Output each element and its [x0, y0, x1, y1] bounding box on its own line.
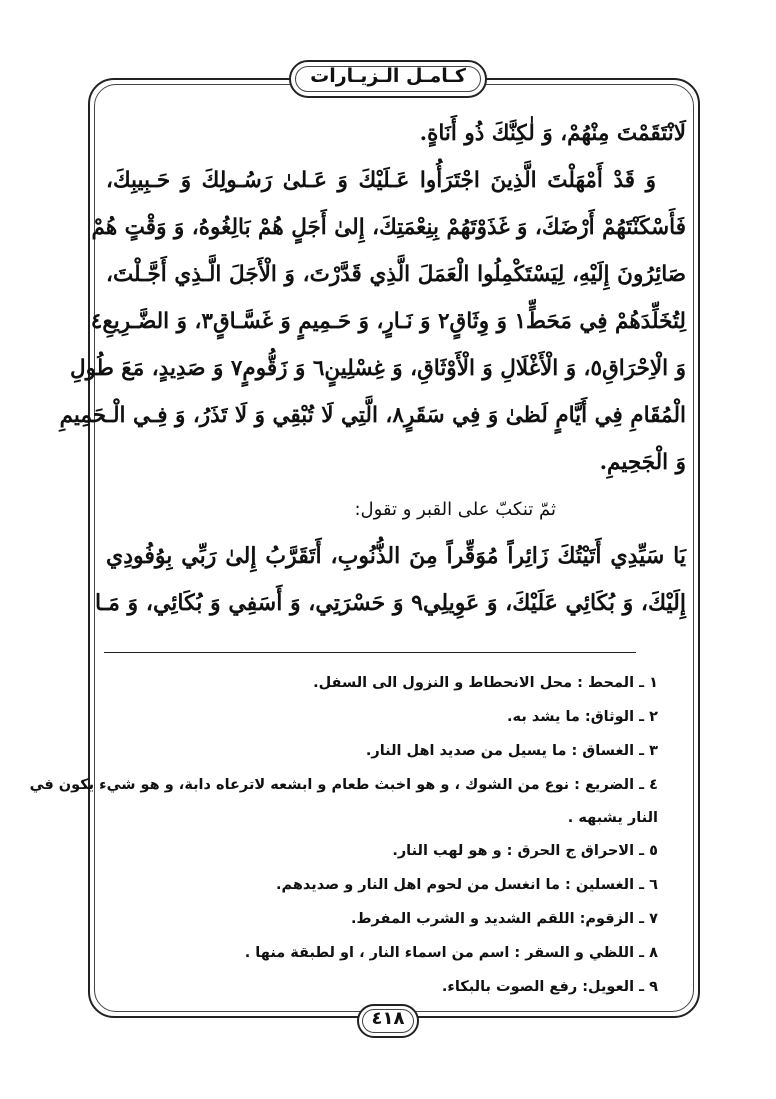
instruction-line: ثمّ تنكبّ على القبر و تقول:: [354, 499, 556, 520]
text-line: وَ قَدْ أَمْهَلْتَ الَّذِينَ اجْتَرَأُوا عَـلَيْكَ وَ عَـلىٰ رَسُـولِكَ وَ حَـبِيبِكَ،: [106, 168, 656, 193]
footnote: ٩ ـ العويل: رفع الصوت بالبكاء.: [441, 979, 658, 995]
footnote: ٣ ـ الغساق : ما يسيل من صديد اهل النار.: [365, 743, 658, 759]
footnote-continuation: النار يشبهه .: [567, 810, 658, 826]
footnote-separator: [104, 652, 636, 653]
text-line: صَائِرُونَ إِلَيْهِ، لِيَسْتَكْمِلُوا الْعَمَلَ الَّذِي قَدَّرْتَ، وَ الْأَجَلَ الَّـذِي أَجَّـلْتَ،: [106, 262, 686, 287]
text-line: لِتُخَلِّدَهُمْ فِي مَحَطٍّ١ وَ وِثَاقٍ٢ وَ نَـارٍ، وَ حَـمِيمٍ وَ غَسَّـاقٍ٣، وَ الضَّـرِيعِ٤: [90, 309, 686, 334]
footnote: ١ ـ المحط : محل الانحطاط و النزول الى السفل.: [313, 675, 658, 691]
main-text: [59, 110, 686, 627]
prayer-line: يَا سَيِّدِي أَتَيْتُكَ زَائِراً مُوَقِّراً مِنَ الذُّنُوبِ، أَتَقَرَّبُ إِلىٰ رَبِّي بِوُفُودِي: [106, 543, 686, 569]
running-header-title: كـامـل الـزيـارات: [310, 65, 466, 87]
footnote: ٥ ـ الاحراق ج الحرق : و هو لهب النار.: [392, 843, 658, 859]
text-line: وَ الْجَحِيمِ.: [599, 450, 686, 475]
footnotes: [29, 666, 688, 1004]
footnote: ٨ ـ اللظي و السقر : اسم من اسماء النار ، او لطبقة منها .: [244, 945, 658, 961]
text-line: فَأَسْكَنْتَهُمْ أَرْضَكَ، وَ غَذَوْتَهُمْ بِنِعْمَتِكَ، إِلىٰ أَجَلٍ هُمْ بَالِغُوهُ، وَ وَقْتٍ هُمْ: [91, 215, 686, 240]
prayer-line: إِلَيْكَ، وَ بُكَائِي عَلَيْكَ، وَ عَوِيلِي٩ وَ حَسْرَتِي، وَ أَسَفِي وَ بُكَائِي، وَ مَـا: [94, 590, 686, 616]
footnote: ٧ ـ الزقوم: اللقم الشديد و الشرب المفرط.: [350, 911, 658, 927]
running-header: [289, 60, 487, 98]
page-number: ٤١٨: [371, 1008, 405, 1029]
text-line: وَ الْاِحْرَاقِ٥، وَ الْأَغْلَالِ وَ الْأَوْثَاقِ، وَ غِسْلِينٍ٦ وَ زَقُّومٍ٧ وَ صَدِيدٍ، مَعَ طُولِ: [69, 356, 686, 381]
footnote: ٤ ـ الضريع : نوع من الشوك ، و هو اخبث طعام و ابشعه لاترعاه دابة، و هو شيء يكون في: [29, 777, 658, 793]
text-line: الْمُقَامِ فِي أَيَّامٍ لَظىٰ وَ فِي سَقَرٍ٨، الَّتِي لَا تُبْقِي وَ لَا تَذَرُ، وَ فِـي الْـحَمِيمِ: [59, 403, 686, 428]
footnote: ٦ ـ الغسلين : ما انغسل من لحوم اهل النار و صديدهم.: [276, 877, 658, 893]
page-number-badge: [357, 1004, 419, 1038]
footnote: ٢ ـ الوثاق: ما يشد به.: [507, 709, 658, 725]
text-line: لَانْتَقَمْتَ مِنْهُمْ، وَ لٰكِنَّكَ ذُو أَنَاةٍ.: [419, 121, 686, 146]
